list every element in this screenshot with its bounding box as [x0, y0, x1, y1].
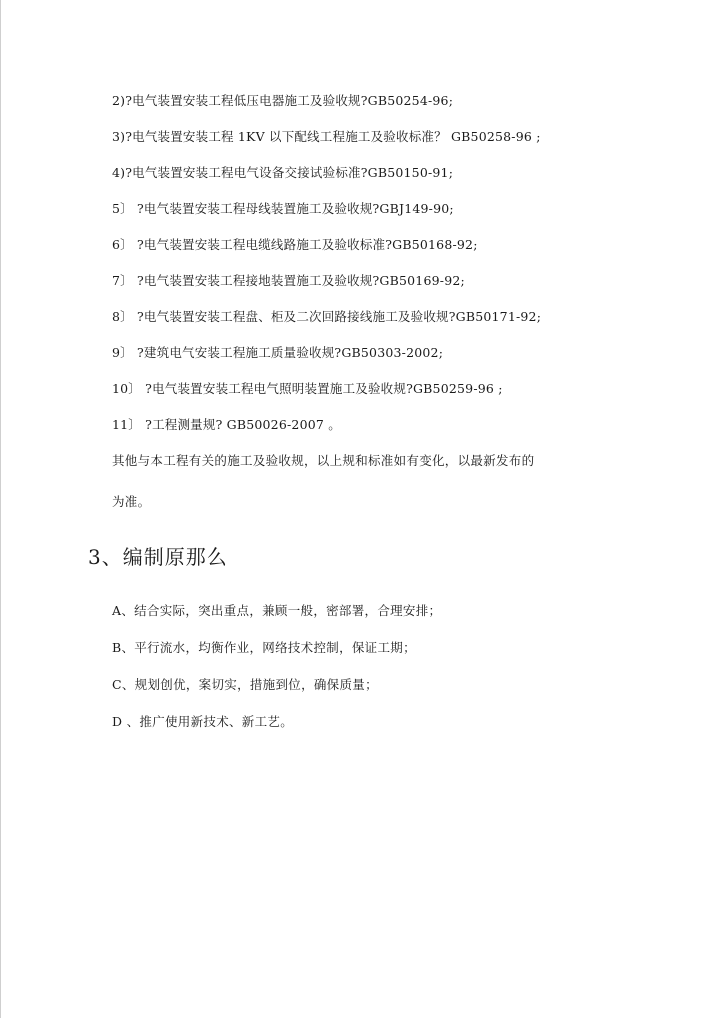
note-paragraph-line-2: 为准。 [112, 494, 151, 509]
principle-item: C、规划创优，案切实，措施到位，确保质量； [112, 677, 378, 692]
page-left-edge [0, 0, 1, 1018]
standards-list [112, 92, 672, 511]
standard-item: 9〕 ?建筑电气安装工程施工质量验收规?GB50303-2002; [112, 345, 444, 360]
standard-item: 11〕 ?工程测量规? GB50026-2007 。 [112, 417, 341, 432]
principles-list [112, 602, 672, 750]
standard-item: 6〕 ?电气装置安装工程电缆线路施工及验收标准?GB50168-92; [112, 237, 478, 252]
standard-item: 7〕 ?电气装置安装工程接地装置施工及验收规?GB50169-92; [112, 273, 465, 288]
standard-item: 2)?电气装置安装工程低压电器施工及验收规?GB50254-96; [112, 93, 454, 108]
standard-item: 3)?电气装置安装工程 1KV 以下配线工程施工及验收标准？ GB50258-96 ; [112, 129, 541, 144]
principle-item: B、平行流水，均衡作业，网络技术控制，保证工期； [112, 640, 416, 655]
standard-item: 5〕 ?电气装置安装工程母线装置施工及验收规?GBJ149-90; [112, 201, 454, 216]
principle-item: D 、推广使用新技术、新工艺。 [112, 714, 293, 729]
note-paragraph-line-1: 其他与本工程有关的施工及验收规，以上规和标准如有变化，以最新发布的 [112, 453, 535, 468]
section-heading: 3、编制原那么 [88, 545, 228, 569]
standard-item: 4)?电气装置安装工程电气设备交接试验标准?GB50150-91; [112, 165, 454, 180]
standard-item: 8〕 ?电气装置安装工程盘、柜及二次回路接线施工及验收规?GB50171-92; [112, 309, 542, 324]
standard-item: 10〕 ?电气装置安装工程电气照明装置施工及验收规?GB50259-96 ; [112, 381, 503, 396]
principle-item: A、结合实际，突出重点，兼顾一般，密部署，合理安排； [112, 603, 442, 618]
